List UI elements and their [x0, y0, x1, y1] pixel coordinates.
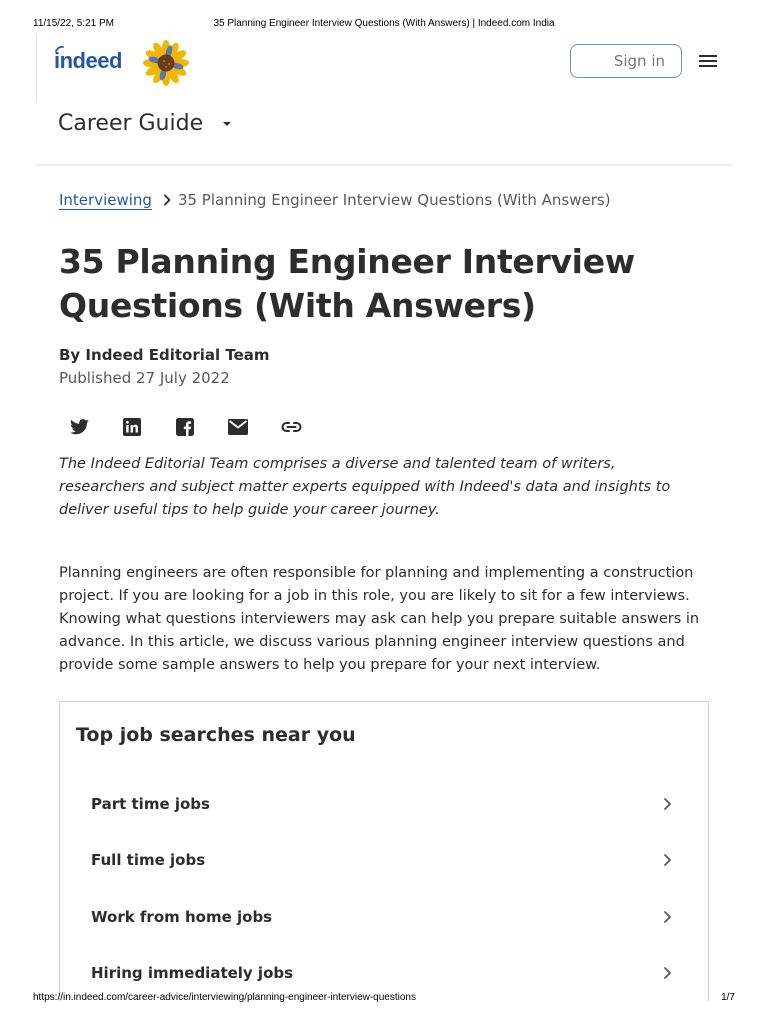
chevron-right-icon	[663, 853, 672, 867]
job-search-item[interactable]	[60, 897, 710, 937]
caret-down-icon	[221, 120, 233, 128]
career-guide-dropdown[interactable]	[58, 111, 233, 136]
job-search-item[interactable]	[60, 840, 710, 880]
page-title: 35 Planning Engineer Interview Questions (With Answers)	[59, 242, 635, 325]
job-searches-box	[59, 701, 709, 1001]
sunflower-icon	[142, 39, 190, 87]
share-bar	[68, 416, 333, 438]
job-search-label: Part time jobs	[91, 795, 210, 813]
chevron-right-icon	[663, 966, 672, 980]
job-searches-title: Top job searches near you	[76, 724, 356, 746]
breadcrumb-current: 35 Planning Engineer Interview Questions (With Answers)	[177, 191, 611, 209]
article-published-date: Published 27 July 2022	[59, 369, 230, 387]
job-search-label: Hiring immediately jobs	[91, 964, 294, 982]
linkedin-icon[interactable]	[121, 416, 143, 438]
print-page-number: 1/7	[721, 992, 735, 1003]
twitter-icon[interactable]	[68, 416, 90, 438]
hamburger-menu-icon[interactable]	[698, 53, 718, 69]
article-author: By Indeed Editorial Team	[59, 346, 270, 364]
email-icon[interactable]	[227, 416, 249, 438]
job-search-item[interactable]	[60, 953, 710, 993]
header-divider	[36, 34, 37, 102]
intro-paragraph: Planning engineers are often responsible for planning and implementing a construction project. If you are looking for a job in this role, you are likely to sit for a few interviews. Knowing what questions interviewers may ask can help you prepare suitable answers in advance. In this article, we discuss various planning engineer interview questions and provide some sample answers to help you prepare for your next interview.	[59, 565, 700, 673]
link-icon[interactable]	[280, 416, 302, 438]
print-doc-title: 35 Planning Engineer Interview Questions (With Answers) | Indeed.com India	[213, 18, 555, 29]
print-url: https://in.indeed.com/career-advice/interviewing/planning-engineer-interview-questions	[33, 992, 416, 1003]
job-search-label: Full time jobs	[91, 851, 206, 869]
chevron-right-icon	[663, 910, 672, 924]
indeed-logo[interactable]: indeed	[54, 48, 122, 73]
print-header	[0, 18, 768, 32]
facebook-icon[interactable]	[174, 416, 196, 438]
job-search-label: Work from home jobs	[91, 908, 273, 926]
chevron-right-icon	[162, 194, 172, 206]
career-guide-label: Career Guide	[58, 111, 204, 136]
editorial-note: The Indeed Editorial Team comprises a diverse and talented team of writers, researchers and subject matter experts equipped with Indeed's data and insights to deliver useful tips to help guide your career journey.	[59, 456, 671, 518]
chevron-right-icon	[663, 797, 672, 811]
sign-in-button[interactable]: Sign in	[570, 44, 682, 78]
breadcrumb	[59, 191, 611, 209]
print-footer	[0, 992, 768, 1006]
print-datetime: 11/15/22, 5:21 PM	[33, 18, 114, 29]
breadcrumb-link-interviewing[interactable]: Interviewing	[59, 191, 152, 209]
job-search-item[interactable]	[60, 784, 710, 824]
site-header	[36, 34, 732, 166]
